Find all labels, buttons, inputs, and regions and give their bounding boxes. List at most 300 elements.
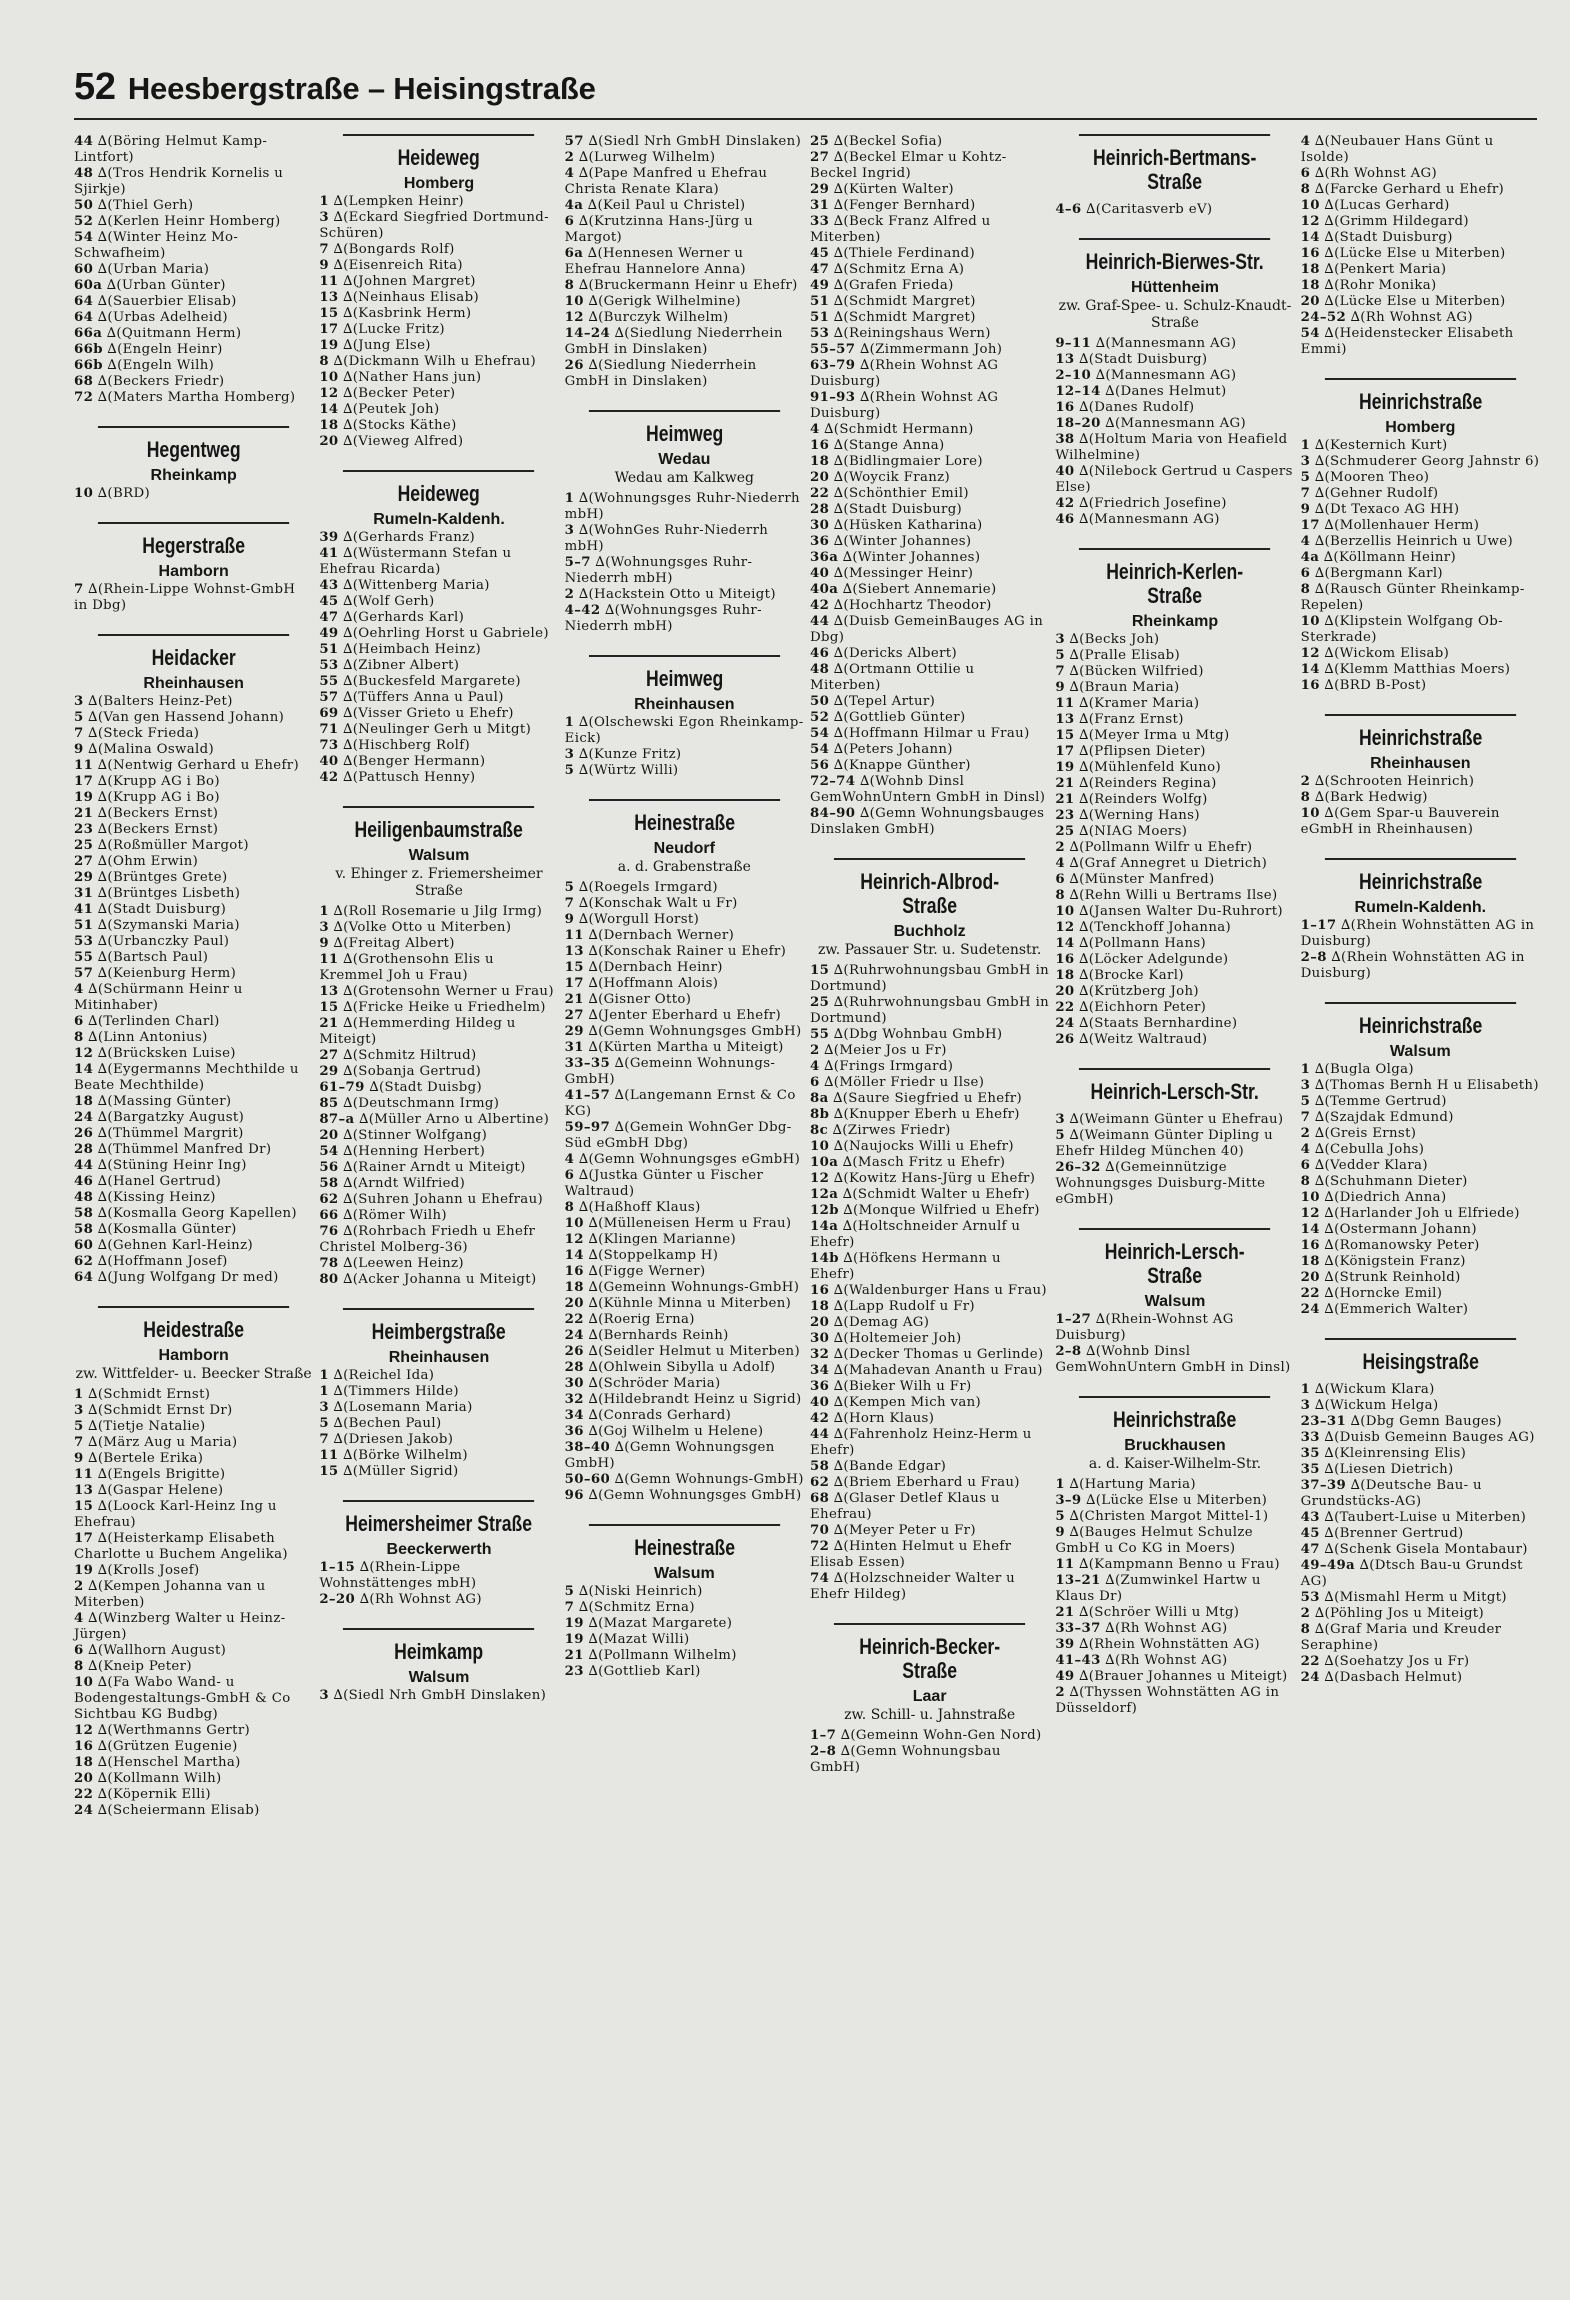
address-entry	[74, 982, 313, 1014]
address-entry	[1301, 1190, 1540, 1206]
house-number: 52	[74, 214, 94, 229]
house-number: 6	[1300, 166, 1311, 181]
house-number: 42	[319, 770, 339, 785]
owner-name: ∆(Rehn Willi u Bertrams Ilse)	[1064, 888, 1278, 903]
address-entry	[565, 747, 804, 763]
owner-name: ∆(Gemeinn Wohnungs-GmbH)	[583, 1280, 800, 1295]
house-number: 16	[809, 1283, 830, 1298]
owner-name: ∆(Gemn Wohnungsges eGmbH)	[574, 1152, 801, 1167]
address-entry	[319, 322, 558, 338]
house-number: 24	[564, 1328, 584, 1343]
owner-name: ∆(Rhein Wohnstätten AG)	[1074, 1637, 1260, 1652]
directory-column	[565, 134, 804, 2294]
owner-name: ∆(Horncke Emil)	[1319, 1286, 1443, 1301]
owner-name: ∆(Beckers Friedr)	[93, 374, 225, 389]
owner-name: ∆(Mismahl Herm u Mitgt)	[1319, 1590, 1507, 1605]
owner-name: ∆(Messinger Heinr)	[829, 566, 974, 581]
address-entry	[74, 758, 313, 774]
district-label: Walsum	[1389, 1043, 1451, 1060]
address-entry	[810, 1155, 1049, 1171]
owner-name: ∆(Freitag Albert)	[328, 936, 455, 951]
owner-name: ∆(Stocks Käthe)	[338, 418, 457, 433]
address-entry	[1055, 1509, 1294, 1525]
house-number: 3	[1300, 1398, 1311, 1413]
house-number: 11	[564, 928, 584, 943]
address-entry	[319, 658, 558, 674]
directory-column	[1055, 134, 1298, 2294]
owner-name: ∆(Becks Joh)	[1064, 632, 1160, 647]
owner-name: ∆(Schuhmann Dieter)	[1310, 1174, 1468, 1189]
house-number: 4a	[1300, 550, 1320, 565]
owner-name: ∆(Neulinger Gerh u Mitgt)	[338, 722, 532, 737]
house-number: 16	[1300, 678, 1320, 693]
house-number: 18	[74, 1755, 94, 1770]
house-number: 6	[1300, 566, 1311, 581]
address-entry	[1055, 1669, 1294, 1685]
house-number: 6	[564, 214, 575, 229]
house-number: 20	[1300, 1270, 1320, 1285]
house-number: 29	[319, 1064, 339, 1079]
house-number: 33–35	[564, 1056, 611, 1071]
house-number: 21	[564, 992, 584, 1007]
address-entry	[319, 1560, 558, 1592]
address-entry	[565, 1600, 804, 1616]
street-heading: Heinrich-Lersch-Str.	[1079, 1068, 1270, 1104]
house-number: 32	[809, 1347, 830, 1362]
house-number: 17	[564, 976, 584, 991]
owner-name: ∆(Siedl Nrh GmbH Dinslaken)	[328, 1688, 547, 1703]
owner-name: ∆(BRD B-Post)	[1319, 678, 1427, 693]
house-number: 7	[1300, 1110, 1311, 1125]
address-entry	[74, 326, 313, 342]
address-entry	[319, 952, 558, 984]
house-number: 54	[809, 726, 830, 741]
owner-name: ∆(Berzellis Heinrich u Uwe)	[1310, 534, 1513, 549]
house-number: 10	[564, 294, 584, 309]
address-entry	[565, 587, 804, 603]
house-number: 21	[319, 1016, 339, 1031]
house-number: 19	[74, 790, 94, 805]
house-number: 8	[319, 354, 329, 369]
address-entry	[74, 374, 313, 390]
directory-columns	[74, 134, 1540, 2294]
address-entry	[565, 1200, 804, 1216]
address-entry	[74, 230, 313, 262]
house-number: 2	[1300, 1606, 1311, 1621]
owner-name: ∆(Pralle Elisab)	[1064, 648, 1181, 663]
owner-name: ∆(Rohr Monika)	[1319, 278, 1437, 293]
address-entry	[1055, 1128, 1294, 1160]
owner-name: ∆(Tüffers Anna u Paul)	[338, 690, 504, 705]
address-entry	[74, 1094, 313, 1110]
street-heading: Heinrich-Bertmans-Straße	[1079, 134, 1270, 194]
owner-name: ∆(Harlander Joh u Elfriede)	[1319, 1206, 1520, 1221]
house-number: 6	[809, 1075, 820, 1090]
owner-name: ∆(Peters Johann)	[829, 742, 953, 757]
owner-name: ∆(Waldenburger Hans u Frau)	[829, 1283, 1047, 1298]
house-number: 41–57	[564, 1088, 611, 1103]
address-entry	[565, 1280, 804, 1296]
owner-name: ∆(Siedl Nrh GmbH Dinslaken)	[583, 134, 802, 149]
address-entry	[1055, 1016, 1294, 1032]
address-entry	[1055, 202, 1294, 218]
house-number: 31	[74, 886, 94, 901]
address-entry	[74, 1030, 313, 1046]
address-entry	[1055, 808, 1294, 824]
owner-name: ∆(Dernbach Werner)	[583, 928, 735, 943]
owner-name: ∆(Siedlung Niederrhein GmbH in Dinslaken)	[564, 326, 788, 357]
house-number: 38–40	[564, 1440, 611, 1455]
house-number: 8c	[809, 1123, 829, 1138]
house-number: 43	[1300, 1510, 1320, 1525]
house-number: 30	[809, 518, 830, 533]
address-entry	[1055, 1000, 1294, 1016]
owner-name: ∆(Bernhards Reinh)	[583, 1328, 729, 1343]
owner-name: ∆(Wallhorn August)	[83, 1643, 227, 1658]
owner-name: ∆(Suhren Johann u Ehefrau)	[338, 1192, 544, 1207]
address-entry	[1055, 904, 1294, 920]
address-entry	[810, 1411, 1049, 1427]
address-entry	[810, 774, 1049, 806]
address-entry	[1055, 1312, 1294, 1344]
address-entry	[565, 1344, 804, 1360]
house-number: 23	[564, 1664, 584, 1679]
house-number: 80	[319, 1272, 339, 1287]
house-number: 14	[319, 402, 339, 417]
owner-name: ∆(Eygermanns Mechthilde u Beate Mechthilde)	[74, 1062, 304, 1093]
address-entry	[74, 1403, 313, 1419]
house-number: 6	[74, 1643, 84, 1658]
house-number: 3	[74, 694, 84, 709]
owner-name: ∆(Brüntges Grete)	[93, 870, 228, 885]
owner-name: ∆(Rausch Günter Rheinkamp-Repelen)	[1300, 582, 1525, 613]
owner-name: ∆(Pollmann Wilfr u Ehefr)	[1064, 840, 1253, 855]
house-number: 10	[1300, 614, 1320, 629]
owner-name: ∆(Szymanski Maria)	[93, 918, 240, 933]
house-number: 4	[1300, 134, 1311, 149]
address-entry	[1301, 1062, 1540, 1078]
owner-name: ∆(März Aug u Maria)	[83, 1435, 238, 1450]
house-number: 10	[1300, 198, 1320, 213]
owner-name: ∆(Hochhartz Theodor)	[829, 598, 992, 613]
house-number: 7	[1055, 664, 1065, 679]
owner-name: ∆(Saure Siegfried u Ehefr)	[828, 1091, 1023, 1106]
address-entry	[319, 306, 558, 322]
address-entry	[565, 1584, 804, 1600]
house-number: 26	[1055, 1032, 1075, 1047]
address-entry	[565, 214, 804, 246]
owner-name: ∆(Weimann Günter u Ehefrau)	[1064, 1112, 1284, 1127]
house-number: 12	[1300, 1206, 1320, 1221]
house-number: 18	[809, 1299, 830, 1314]
house-number: 11	[319, 952, 339, 967]
owner-name: ∆(Ruhrwohnungsbau GmbH in Dortmund)	[809, 963, 1054, 994]
address-entry	[74, 198, 313, 214]
owner-name: ∆(Löcker Adelgunde)	[1074, 952, 1229, 967]
owner-name: ∆(Meyer Irma u Mtg)	[1074, 728, 1230, 743]
owner-name: ∆(Oehrling Horst u Gabriele)	[338, 626, 549, 641]
house-number: 39	[319, 530, 339, 545]
house-number: 29	[564, 1024, 584, 1039]
address-entry	[74, 1062, 313, 1094]
address-entry	[810, 662, 1049, 694]
address-entry	[565, 1632, 804, 1648]
house-number: 49	[1055, 1669, 1075, 1684]
owner-name: ∆(Ruhrwohnungsbau GmbH in Dortmund)	[809, 995, 1054, 1026]
house-number: 42	[1055, 496, 1075, 511]
house-number: 50	[74, 198, 94, 213]
address-entry	[1301, 1254, 1540, 1270]
house-number: 2–8	[1300, 950, 1327, 965]
owner-name: ∆(Gottlieb Karl)	[583, 1664, 701, 1679]
address-entry	[1301, 1270, 1540, 1286]
owner-name: ∆(Werning Hans)	[1074, 808, 1200, 823]
owner-name: ∆(Rh Wohnst AG)	[1346, 310, 1473, 325]
address-entry	[74, 1419, 313, 1435]
district-label: Buchholz	[893, 923, 966, 940]
house-number: 68	[809, 1491, 830, 1506]
owner-name: ∆(Henschel Martha)	[93, 1755, 241, 1770]
address-entry	[810, 486, 1049, 502]
house-number: 10	[1055, 904, 1075, 919]
house-number: 21	[1055, 1605, 1075, 1620]
address-entry	[1301, 790, 1540, 806]
address-entry	[74, 342, 313, 358]
address-entry	[74, 1803, 313, 1819]
address-entry	[565, 912, 804, 928]
owner-name: ∆(Lurweg Wilhelm)	[574, 150, 716, 165]
house-number: 6a	[564, 246, 584, 261]
owner-name: ∆(Holtemeier Joh)	[829, 1331, 962, 1346]
owner-name: ∆(Mannesmann AG)	[1100, 416, 1247, 431]
address-entry	[565, 880, 804, 896]
street-heading: Heinrich-Becker-Straße	[834, 1623, 1025, 1683]
owner-name: ∆(Mahadevan Ananth u Frau)	[829, 1363, 1043, 1378]
house-number: 85	[319, 1096, 339, 1111]
owner-name: ∆(Stinner Wolfgang)	[338, 1128, 488, 1143]
address-entry	[1055, 1032, 1294, 1048]
owner-name: ∆(Decker Thomas u Gerlinde)	[829, 1347, 1044, 1362]
owner-name: ∆(Eichhorn Peter)	[1074, 1000, 1207, 1015]
street-heading: Hegerstraße	[98, 522, 289, 558]
owner-name: ∆(Johnen Margret)	[338, 274, 476, 289]
address-entry	[74, 870, 313, 886]
address-entry	[565, 555, 804, 587]
owner-name: ∆(Linn Antonius)	[83, 1030, 208, 1045]
owner-name: ∆(Rhein Wohnst AG Duisburg)	[809, 358, 1003, 389]
address-entry	[1055, 936, 1294, 952]
owner-name: ∆(Penkert Maria)	[1319, 262, 1447, 277]
address-entry	[1301, 1558, 1540, 1590]
address-entry	[810, 214, 1049, 246]
address-entry	[565, 166, 804, 198]
house-number: 2	[1300, 774, 1311, 789]
house-number: 11	[74, 1467, 94, 1482]
address-entry	[1301, 1606, 1540, 1622]
street-heading: Heinrich-Bierwes-Str.	[1079, 238, 1270, 274]
house-number: 14–24	[564, 326, 611, 341]
district-label: Walsum	[653, 1565, 715, 1582]
district-label: Neudorf	[653, 840, 715, 857]
owner-name: ∆(Worgull Horst)	[574, 912, 700, 927]
owner-name: ∆(Schmitz Erna A)	[829, 262, 965, 277]
house-number: 9–11	[1055, 336, 1092, 351]
address-entry	[810, 1203, 1049, 1219]
address-entry	[1055, 1344, 1294, 1376]
owner-name: ∆(Mooren Theo)	[1310, 470, 1430, 485]
address-entry	[1301, 582, 1540, 614]
owner-name: ∆(Gemn Wohnungsges GmbH)	[583, 1024, 802, 1039]
district-label: Laar	[912, 1688, 947, 1705]
address-entry	[1055, 696, 1294, 712]
address-entry	[565, 1440, 804, 1472]
owner-name: ∆(Lücke Else u Miterben)	[1081, 1493, 1268, 1508]
owner-name: ∆(Neinhaus Elisab)	[338, 290, 479, 305]
owner-name: ∆(Diedrich Anna)	[1319, 1190, 1447, 1205]
address-entry	[810, 422, 1049, 438]
house-number: 19	[564, 1616, 584, 1631]
owner-name: ∆(Sauerbier Elisab)	[93, 294, 237, 309]
address-entry	[565, 1392, 804, 1408]
owner-name: ∆(Schröder Maria)	[583, 1376, 721, 1391]
owner-name: ∆(Börke Wilhelm)	[338, 1448, 468, 1463]
house-number: 7	[74, 582, 84, 597]
house-number: 21	[1055, 792, 1075, 807]
owner-name: ∆(Wittenberg Maria)	[338, 578, 490, 593]
address-entry	[1055, 1685, 1294, 1717]
house-number: 72	[74, 390, 94, 405]
house-number: 54	[809, 742, 830, 757]
owner-name: ∆(Roerig Erna)	[583, 1312, 695, 1327]
owner-name: ∆(Lücke Else u Miterben)	[1319, 246, 1506, 261]
address-entry	[1301, 806, 1540, 838]
house-number: 3	[319, 920, 329, 935]
owner-name: ∆(Tepel Artur)	[829, 694, 936, 709]
address-entry	[74, 294, 313, 310]
owner-name: ∆(Maters Martha Homberg)	[93, 390, 296, 405]
owner-name: ∆(Woycik Franz)	[829, 470, 951, 485]
house-number: 44	[809, 1427, 830, 1442]
address-entry	[74, 582, 313, 614]
house-number: 1	[1055, 1477, 1065, 1492]
house-number: 3	[319, 1688, 329, 1703]
owner-name: ∆(Köllmann Heinr)	[1319, 550, 1457, 565]
house-number: 60	[74, 262, 94, 277]
house-number: 17	[1300, 518, 1320, 533]
street-heading: Heinrich-Lersch-Straße	[1079, 1228, 1270, 1288]
owner-name: ∆(Hoffmann Alois)	[583, 976, 719, 991]
house-number: 87–a	[319, 1112, 355, 1127]
address-entry	[74, 1158, 313, 1174]
address-entry	[810, 1075, 1049, 1091]
address-entry	[1055, 464, 1298, 496]
house-number: 33	[1300, 1430, 1320, 1445]
house-number: 55	[809, 1027, 830, 1042]
owner-name: ∆(Kampmann Benno u Frau)	[1074, 1557, 1280, 1572]
house-number: 21	[1055, 776, 1075, 791]
house-number: 28	[74, 1142, 94, 1157]
owner-name: ∆(Münster Manfred)	[1064, 872, 1215, 887]
house-number: 4	[809, 1059, 820, 1074]
street-heading: Heinrichstraße	[1079, 1396, 1270, 1432]
address-entry	[565, 1040, 804, 1056]
house-number: 1	[1300, 1382, 1311, 1397]
house-number: 2	[74, 1579, 84, 1594]
address-entry	[319, 1176, 558, 1192]
owner-name: ∆(Heisterkamp Elisabeth Charlotte u Buchem Angelika)	[74, 1531, 288, 1562]
house-number: 34	[809, 1363, 830, 1378]
address-entry	[1055, 368, 1294, 384]
address-entry	[565, 326, 804, 358]
owner-name: ∆(Horn Klaus)	[829, 1411, 935, 1426]
house-number: 53	[809, 326, 830, 341]
owner-name: ∆(Winter Johannes)	[829, 534, 972, 549]
house-number: 18	[74, 1094, 94, 1109]
address-entry	[1055, 1653, 1294, 1669]
owner-name: ∆(Taubert-Luise u Miterben)	[1319, 1510, 1527, 1525]
address-entry	[565, 1024, 804, 1040]
house-number: 3	[1055, 1112, 1065, 1127]
owner-name: ∆(Leewen Heinz)	[338, 1256, 464, 1271]
address-entry	[1055, 1637, 1294, 1653]
owner-name: ∆(Danes Rudolf)	[1074, 400, 1195, 415]
house-number: 19	[319, 338, 339, 353]
house-number: 10	[1300, 1190, 1320, 1205]
address-entry	[810, 566, 1049, 582]
address-entry	[809, 995, 1054, 1027]
owner-name: ∆(Van gen Hassend Johann)	[83, 710, 285, 725]
address-entry	[565, 1296, 804, 1312]
owner-name: ∆(Konschak Rainer u Ehefr)	[583, 944, 787, 959]
house-number: 20	[564, 1296, 584, 1311]
address-entry	[1055, 512, 1294, 528]
owner-name: ∆(Schürmann Heinr u Mitinhaber)	[74, 982, 248, 1013]
house-number: 4	[564, 1152, 575, 1167]
owner-name: ∆(Hildebrandt Heinz u Sigrid)	[583, 1392, 802, 1407]
owner-name: ∆(Tietje Natalie)	[83, 1419, 206, 1434]
owner-name: ∆(Mülleneisen Herm u Frau)	[583, 1216, 792, 1231]
address-entry	[810, 294, 1049, 310]
house-number: 13	[319, 984, 339, 999]
owner-name: ∆(Wickom Elisab)	[1319, 646, 1450, 661]
street-heading: Heidestraße	[98, 1306, 289, 1342]
owner-name: ∆(Wohnungsges Ruhr-Niederrh mbH)	[564, 491, 805, 522]
house-number: 9	[74, 742, 84, 757]
address-entry	[1301, 438, 1540, 454]
owner-name: ∆(Hennesen Werner u Ehefrau Hannelore Anna)	[564, 246, 748, 277]
address-entry	[74, 1643, 313, 1659]
house-number: 18	[564, 1280, 584, 1295]
owner-name: ∆(Hartung Maria)	[1064, 1477, 1196, 1492]
house-number: 4	[1055, 856, 1065, 871]
owner-name: ∆(Dernbach Heinr)	[583, 960, 723, 975]
house-number: 10	[1300, 806, 1320, 821]
address-entry	[1301, 310, 1540, 326]
owner-name: ∆(Thümmel Manfred Dr)	[93, 1142, 272, 1157]
owner-name: ∆(Graf Annegret u Dietrich)	[1064, 856, 1268, 871]
address-entry	[810, 1283, 1049, 1299]
owner-name: ∆(Brauer Johannes u Miteigt)	[1074, 1669, 1288, 1684]
address-entry	[1055, 416, 1294, 432]
owner-name: ∆(Soehatzy Jos u Fr)	[1319, 1654, 1470, 1669]
address-entry	[319, 1128, 558, 1144]
owner-name: ∆(Thomas Bernh H u Elisabeth)	[1310, 1078, 1539, 1093]
address-entry	[319, 1000, 558, 1016]
house-number: 17	[1055, 744, 1075, 759]
address-entry	[565, 976, 804, 992]
owner-name: ∆(Zimmermann Joh)	[855, 342, 1003, 357]
address-entry	[319, 936, 558, 952]
